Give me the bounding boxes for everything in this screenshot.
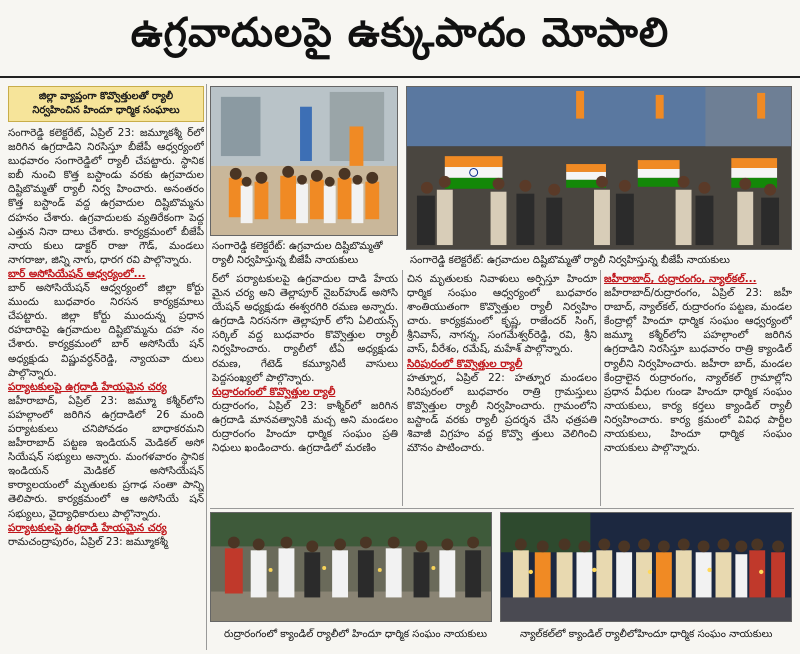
kicker-line-1: జిల్లా వ్యాప్తంగా కొవ్వొత్తులతో ర్యాలీ	[38, 91, 174, 102]
photo4-caption-text: న్యాల్‌కల్‌లో క్యాండిల్ ర్యాలీలోహిందూ ధార్మిక సంఘం నాయకులు	[520, 629, 773, 640]
col1-para-4: రామచంద్రాపురం, ఏప్రిల్ 23: జమ్మూకశ్మీ	[8, 535, 168, 548]
col1-para-3: జహీరాబాద్, ఏప్రిల్ 23: జమ్మూ కశ్మీర్‌లోని పహల్గాంలో జరిగిన ఉగ్రదాడిలో 26 మంది పర్యాటకులు చనిపోవడం బాధాకరమని జహీరాబాద్ పట్టణ ఇండియన్ మెడికల్ అసో సియేషన్ సభ్యులు అన్నారు. మంగళవారం స్థానిక ఇండియన్ మెడికల్ అసోసియేషన్ కార్యాలయంలో మృతులకు ప్రగాఢ సంతా పాన్ని తెలిపారు. కార్యక్రమంలో ఆ అసోసియే షన్ సభ్యులు, వైద్యాధికారులు పాల్గొన్నారు.	[8, 394, 204, 520]
headline: ఉగ్రవాదులపై ఉక్కుపాదం మోపాలి	[0, 0, 800, 78]
column-3	[407, 272, 597, 506]
kicker-box	[8, 86, 204, 122]
col2-sub-1: రుద్రారంగంలో కొవ్వొత్తుల ర్యాలీ	[212, 385, 336, 398]
col3-para-2: హత్నూర, ఏప్రిల్ 22: హత్నూర మండలం సిరిపురంలో బుధవారం రాత్రి గ్రామస్తులు కొవ్వొత్తుల ర్యాలీ నిర్వహించారు. గ్రామంలోని బస్టాండ్ వరకు ర్యాలీ ప్రదర్శన చేసి ఛత్రపతి శివాజీ విగ్రహం వద్ద కొవ్వొ త్తులు వెలిగించి మౌనం పాటించారు.	[407, 371, 597, 455]
photo-bjp-effigy-rally	[210, 86, 398, 236]
col4-sub-1: జహీరాబాద్, రుద్రారంగం, న్యాల్‌కల్...	[604, 273, 757, 285]
photo4-caption	[520, 628, 794, 642]
photo1-caption-line-2: ర్యాలీ నిర్వహిస్తున్న బీజేపీ నాయకులు	[212, 255, 359, 266]
col4-para-1: జహీరాబాద్/రుద్రారంగం, ఏప్రిల్ 23: జహీ రాబాద్, న్యాల్‌కల్, రుద్రారంగం పట్టణ, మండల కేంద్రాల్లో హిందూ ధార్మిక సంఘం ఆధ్వర్యంలో జమ్మూ కశ్మీర్‌లోని పహల్గాంలో జరిగిన ఉగ్రదాడిని నిరసిస్తూ బుధవారం రాత్రి క్యాండిల్ ర్యాలీని నిర్వహించారు. జహీరా బాద్, మండల కేంద్రాలైన రుద్రారంగం, న్యాల్‌కల్ గ్రామాల్లోని ప్రధాన వీధుల గుండా హిందూ ధార్మిక సంఘం నాయకులు, కార్య కర్తలు క్యాండిల్ ర్యాలీ నిర్వహించారు. కార్య క్రమంలో వివిధ పార్టీల నాయకులు, హిందూ ధార్మిక సంఘం నాయకులు పాల్గొన్నారు.	[604, 287, 792, 455]
col1-sub-1: బార్ అసోసియేషన్ ఆధ్వర్యంలో...	[8, 267, 146, 280]
col2-para-1: ర్‌లో పర్యాటకులపై ఉగ్రవాదుల దాడి హేయ మైన చర్య అని తెల్లాపూర్ నైబర్‌హుడ్ అసోసి యేషన్ అధ్యక్షుడు ఈశ్వరగిరి రమణ అన్నారు. ఉగ్రదాడి నిరసనగా తెల్లాపూర్ లోని ఏలియన్స్ సర్కిల్ వద్ద బుధవారం కొవ్వొత్తుల ర్యాలీ నిర్వహించారు. ర్యాలీలో టీఏ అధ్యక్షుడు రమణ, గేటెడ్ కమ్యూనిటీ వాసులు పెద్దసంఖ్యలో పాల్గొన్నారు.	[212, 273, 398, 384]
photo1-caption	[212, 240, 402, 268]
col3-para-1: చిన మృతులకు నివాళులు అర్పిస్తూ హిందూ ధార్మిక సంఘం ఆధ్వర్యంలో బుధవారం శాంతియుతంగా కొవ్వొత్తుల ర్యాలీ నిర్వహిం చారు. కార్యక్రమంలో కృష్ణ, రాజేందర్ సింగ్, శ్రీనివాస్, నాగన్న, సంగమేశ్వర్‌రెడ్డి, రవి, శ్రీని వాస్, వీరేశం, రమేష్, మహేశ్ పాల్గొన్నారు.	[407, 273, 597, 356]
column-divider	[402, 270, 403, 506]
photo2-caption-text: సంగారెడ్డి కలెక్టరేట్: ఉగ్రవాదుల దిష్టిబొమ్మతో ర్యాలీ నిర్వహిస్తున్న బీజేపీ నాయకులు	[410, 255, 730, 266]
col1-sub-3: పర్యాటకులపై ఉగ్రదాడి హేయమైన చర్య	[8, 521, 167, 534]
col1-para-1: సంగారెడ్డి కలెక్టరేట్, ఏప్రిల్ 23: జమ్మూకశ్మీ ర్‌లో జరిగిన ఉగ్రదాడిని నిరసిస్తూ బీజేపీ ఆధ్వర్యంలో బుధవారం సంగారెడ్డిలో ర్యాలీ చేపట్టారు. స్థానిక ఐబీ నుంచి కొత్త బస్టాండు వరకు ఉగ్రవాదుల దిష్టిబొమ్మతో ర్యాలీ నిర్వ హించారు. అనంతరం కొత్త బస్టాండ్ వద్ద ఉగ్రవాదుల దిష్టిబొమ్మను దహనం చేశారు. ఉగ్రవాదులకు వ్యతిరేకంగా పెద్ద ఎత్తున నినా దాలు చేశారు. కార్యక్రమంలో బీజేపీ నాయ కులు డాక్టర్ రాజు గౌడ్, మండలు నాగరాజు, జిన్ని నాగు, ధారగ రవి పాల్గొన్నారు.	[8, 127, 204, 266]
column-divider	[600, 270, 601, 506]
photo-candle-rally-nyalkal	[500, 512, 792, 622]
column-4	[604, 272, 792, 506]
column-2	[212, 272, 398, 506]
col1-sub-2: పర్యాటకులపై ఉగ్రదాడి హేయమైన చర్య	[8, 380, 167, 393]
photo-flag-rally	[406, 86, 792, 250]
kicker-line-2: నిర్వహించిన హిందూ ధార్మిక సంఘాలు	[32, 105, 180, 116]
photo3-caption-text: రుద్రారంగంలో క్యాండిల్ ర్యాలీలో హిందూ ధార్మిక సంఘం నాయకులు	[224, 629, 488, 640]
column-divider	[206, 84, 207, 650]
column-1	[8, 126, 204, 648]
col1-para-2: బార్ అసోసియేషన్ ఆధ్వర్యంలో జిల్లా కోర్టు ముందు బుధవారం నిరసన కార్యక్రమాలు చేపట్టారు. జిల్లా కోర్టు ముందున్న ప్రధాన రహదారిపై ఉగ్రవాదుల దిష్టిబొమ్మను దహ నం చేశారు. కార్యక్రమంలో బార్ అసోసియే షన్ అధ్యక్షుడు విష్ణువర్ధన్‌రెడ్డి, న్యాయవా దులు పాల్గొన్నారు.	[8, 282, 204, 379]
section-divider	[210, 508, 794, 509]
col3-sub-1: సిరిపురంలో కొవ్వొత్తుల ర్యాలీ	[407, 357, 523, 370]
photo3-caption	[224, 628, 494, 642]
photo-candle-rally-rudraram	[210, 512, 492, 622]
col2-para-2: రుద్రారంగం, ఏప్రిల్ 23: కాశ్మీర్‌లో జరిగిన ఉగ్రదాడి మానవత్వానికి మచ్చ అని మండలం రుద్రారంగం హిందూ ధార్మిక సంఘం ప్రతి నిధులు ఖండించారు. ఉగ్రదాడిలో మరణిం	[212, 399, 398, 455]
photo2-caption	[410, 254, 794, 268]
photo1-caption-line-1: సంగారెడ్డి కలెక్టరేట్: ఉగ్రవాదుల దిష్టిబొమ్మతో	[212, 241, 383, 252]
